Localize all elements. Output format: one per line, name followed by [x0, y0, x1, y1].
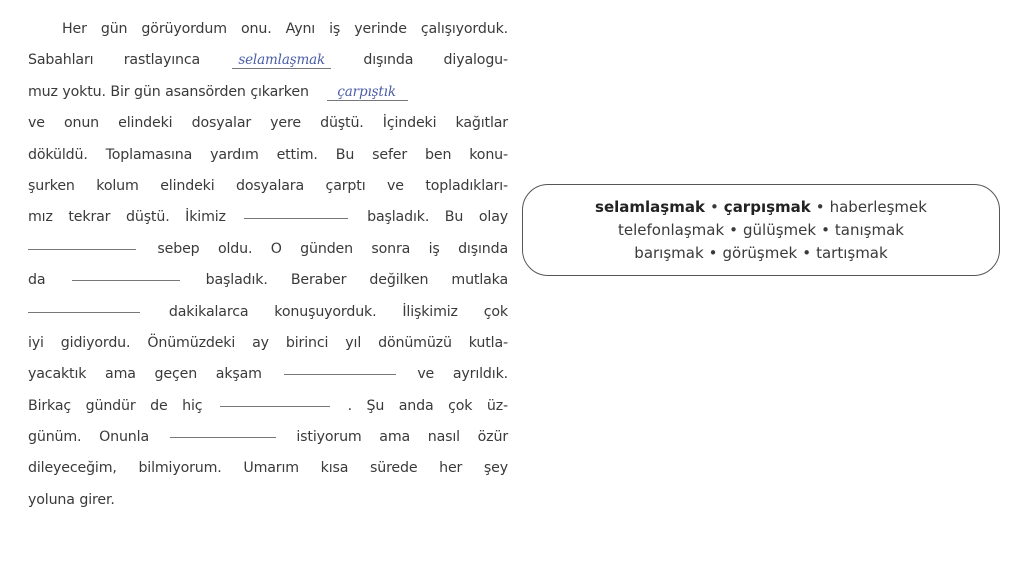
- passage-line-13: [28, 391, 508, 422]
- bullet-separator: •: [821, 220, 830, 239]
- passage-text-segment: yoluna girer.: [28, 491, 115, 508]
- passage-text-segment: dışında diyalogu-: [363, 52, 508, 69]
- passage-text-segment: günüm. Onunla: [28, 429, 149, 446]
- word-bank-row-1: [595, 196, 927, 219]
- word-bank-word: gülüşmek: [743, 220, 817, 239]
- answer-blank-3[interactable]: [244, 217, 348, 219]
- passage-line-15: [28, 453, 508, 484]
- passage-text-segment: ve ayrıldık.: [417, 366, 508, 383]
- passage-line-4: [28, 108, 508, 139]
- filled-blank-2[interactable]: çarpıştık: [327, 85, 408, 101]
- answer-blank-9[interactable]: [170, 436, 276, 438]
- passage-line-12: [28, 359, 508, 390]
- passage-text-segment: muz yoktu. Bir gün asansörden çıkarken: [28, 83, 309, 100]
- passage-text-segment: şurken kolum elindeki dosyalara çarptı ve topladıkları-: [28, 177, 508, 194]
- word-bank-word: tanışmak: [834, 220, 904, 239]
- passage-line-8: [28, 234, 508, 265]
- word-bank-word: telefonlaşmak: [618, 220, 725, 239]
- passage-line-10: [28, 297, 508, 328]
- passage-line-9: [28, 265, 508, 296]
- passage-text-segment: yacaktık ama geçen akşam: [28, 366, 262, 383]
- bullet-separator: •: [802, 243, 812, 262]
- passage-line-7: [28, 202, 508, 233]
- passage-line-5: [28, 140, 508, 171]
- answer-blank-5[interactable]: [72, 279, 180, 281]
- passage-text-segment: sebep oldu. O günden sonra iş dışında: [157, 240, 509, 257]
- answer-blank-6[interactable]: [28, 311, 140, 313]
- word-bank-row-3: [634, 242, 887, 265]
- passage-text-segment: da: [28, 272, 46, 289]
- passage-line-1: [28, 14, 508, 45]
- filled-blank-1[interactable]: selamlaşmak: [232, 53, 331, 69]
- word-bank-word: barışmak: [634, 243, 704, 262]
- passage-text: [28, 14, 508, 516]
- passage-text-segment: Sabahları rastlayınca: [28, 52, 201, 69]
- answer-blank-7[interactable]: [284, 373, 396, 375]
- passage-line-16: [28, 485, 508, 516]
- passage-text-segment: dileyeceğim, bilmiyorum. Umarım kısa sürede her şey: [28, 460, 508, 477]
- passage-text-segment: döküldü. Toplamasına yardım ettim. Bu sefer ben konu-: [28, 146, 508, 163]
- passage-text-segment: Birkaç gündür de hiç: [28, 397, 203, 414]
- word-bank-row-2: [618, 219, 904, 242]
- passage-line-3: [28, 77, 508, 108]
- bullet-separator: •: [729, 220, 739, 239]
- passage-text-segment: dakikalarca konuşuyorduk. İlişkimiz çok: [168, 303, 508, 320]
- passage-line-11: [28, 328, 508, 359]
- word-bank-word: çarpışmak: [723, 197, 811, 216]
- passage-text-segment: başladık. Beraber değilken mutlaka: [205, 272, 509, 289]
- word-bank-box: [522, 184, 1000, 276]
- bullet-separator: •: [708, 243, 718, 262]
- passage-text-segment: iyi gidiyordu. Önümüzdeki ay birinci yıl dönümüzü kutla-: [28, 334, 508, 351]
- passage-text-segment: başladık. Bu olay: [367, 209, 508, 226]
- passage-text-segment: mız tekrar düştü. İkimiz: [28, 209, 226, 226]
- passage-line-6: [28, 171, 508, 202]
- bullet-separator: •: [709, 197, 719, 216]
- word-bank-word: selamlaşmak: [595, 197, 705, 216]
- answer-blank-4[interactable]: [28, 248, 136, 250]
- passage-line-2: [28, 45, 508, 76]
- word-bank-word: görüşmek: [722, 243, 798, 262]
- word-bank-word: tartışmak: [816, 243, 888, 262]
- passage-text-segment: . Şu anda çok üz-: [347, 397, 509, 414]
- passage-text-segment: istiyorum ama nasıl özür: [296, 429, 508, 446]
- bullet-separator: •: [815, 197, 825, 216]
- passage-line-14: [28, 422, 508, 453]
- passage-text-segment: ve onun elindeki dosyalar yere düştü. İçindeki kağıtlar: [28, 115, 508, 132]
- word-bank-word: haberleşmek: [829, 197, 927, 216]
- answer-blank-8[interactable]: [220, 405, 330, 407]
- passage-text-segment: Her gün görüyordum onu. Aynı iş yerinde çalışıyorduk.: [62, 21, 508, 37]
